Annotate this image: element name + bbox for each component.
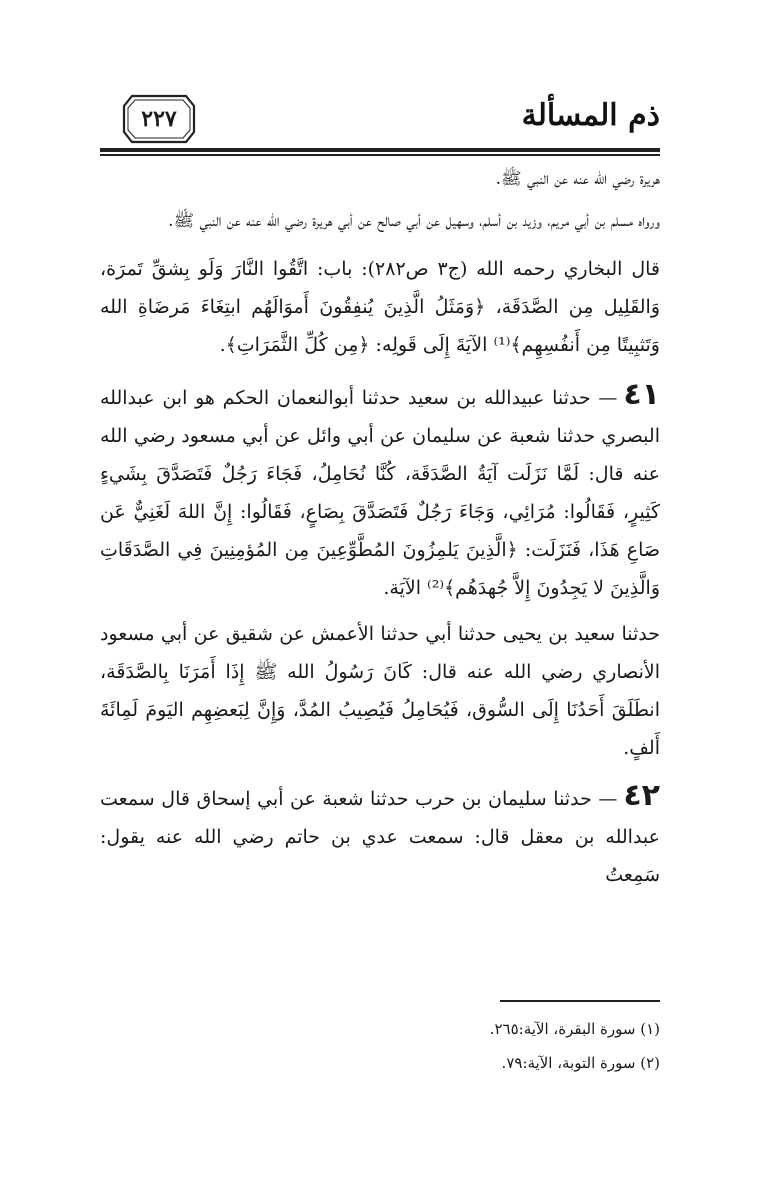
- footnote-1: (١) سورة البقرة، الآية:٢٦٥.: [489, 1020, 660, 1038]
- running-title: ذم المسألة: [521, 98, 660, 133]
- page-number: ٢٢٧: [141, 106, 177, 132]
- footnote-rule: [500, 1000, 660, 1002]
- paragraph-3: قال البخاري رحمه الله (ج٣ ص٢٨٢): باب: اتَّقُوا النَّارَ وَلَو بِشقِّ تَمرَة، وَالقَلِيل مِن الصَّدَقَة، ﴿وَمَثَلُ الَّذِينَ يُنفِقُونَ أَموَالَهُم ابتِغَاءَ مَرضَاةِ الله وَتَثبِيتًا مِن أَنفُسِهِم﴾⁽¹⁾ الآيَةَ إِلَى قَولِه: ﴿مِن كُلِّ الثَّمَرَاتِ﴾.: [100, 258, 660, 356]
- footnotes: [100, 1012, 660, 1080]
- hadith-41: [100, 376, 660, 607]
- hadith-text: — حدثنا سليمان بن حرب حدثنا شعبة عن أبي إسحاق قال سمعت عبدالله بن معقل قال: سمعت عدي بن حاتم رضي الله عنه يقول: سَمِعتُ: [100, 788, 660, 886]
- paragraph-2: ورواه مسلم بن أبي مريم، وزيد بن أسلم، وسهيل عن أبي صالح عن أبي هريرة رضي الله عنه عن النبي ﷺ.: [168, 211, 660, 231]
- paragraph-1: هريرة رضي الله عنه عن النبي ﷺ.: [495, 169, 660, 189]
- main-text: [100, 160, 660, 894]
- header-rule: [100, 148, 660, 156]
- hadith-number: ٤١: [623, 377, 660, 412]
- hadith-42: [100, 777, 660, 894]
- footnote-2: (٢) سورة التوبة، الآية:٧٩.: [501, 1054, 660, 1072]
- paragraph-5: حدثنا سعيد بن يحيى حدثنا أبي حدثنا الأعمش عن شقيق عن أبي مسعود الأنصاري رضي الله عنه قال: كَانَ رَسُولُ الله ﷺ إِذَا أَمَرَنَا بِالصَّدَقَة، انطَلَقَ أَحَدُنَا إِلَى السُّوق، فَيُحَامِلُ فَيُصِيبُ المُدَّ، وَإِنَّ لِبَعضِهِم اليَومَ لَمِائَةَ أَلفٍ.: [100, 623, 660, 759]
- hadith-text: — حدثنا عبيدالله بن سعيد حدثنا أبوالنعمان الحكم هو ابن عبدالله البصري حدثنا شعبة عن سليمان عن أبي وائل عن أبي مسعود رضي الله عنه قال: لَمَّا نَزَلَت آيَةُ الصَّدَقَة، كُنَّا نُحَامِلُ، فَجَاءَ رَجُلٌ فَتَصَدَّقَ بِشَيءٍ كَثِيرٍ، فَقَالُوا: مُرَائِي، وَجَاءَ رَجُلٌ فَتَصَدَّقَ بِصَاعٍ، فَقَالُوا: إِنَّ اللهَ لَغَنِيٌّ عَن صَاعِ هَذَا، فَنَزَلَت: ﴿الَّذِينَ يَلمِزُونَ المُطَّوِّعِينَ مِن المُؤمِنِينَ فِي الصَّدَقَاتِ وَالَّذِينَ لا يَجِدُونَ إِلاَّ جُهدَهُم﴾⁽²⁾ الآيَة.: [100, 387, 660, 599]
- hadith-number: ٤٢: [623, 778, 660, 813]
- page-number-badge: [122, 92, 196, 146]
